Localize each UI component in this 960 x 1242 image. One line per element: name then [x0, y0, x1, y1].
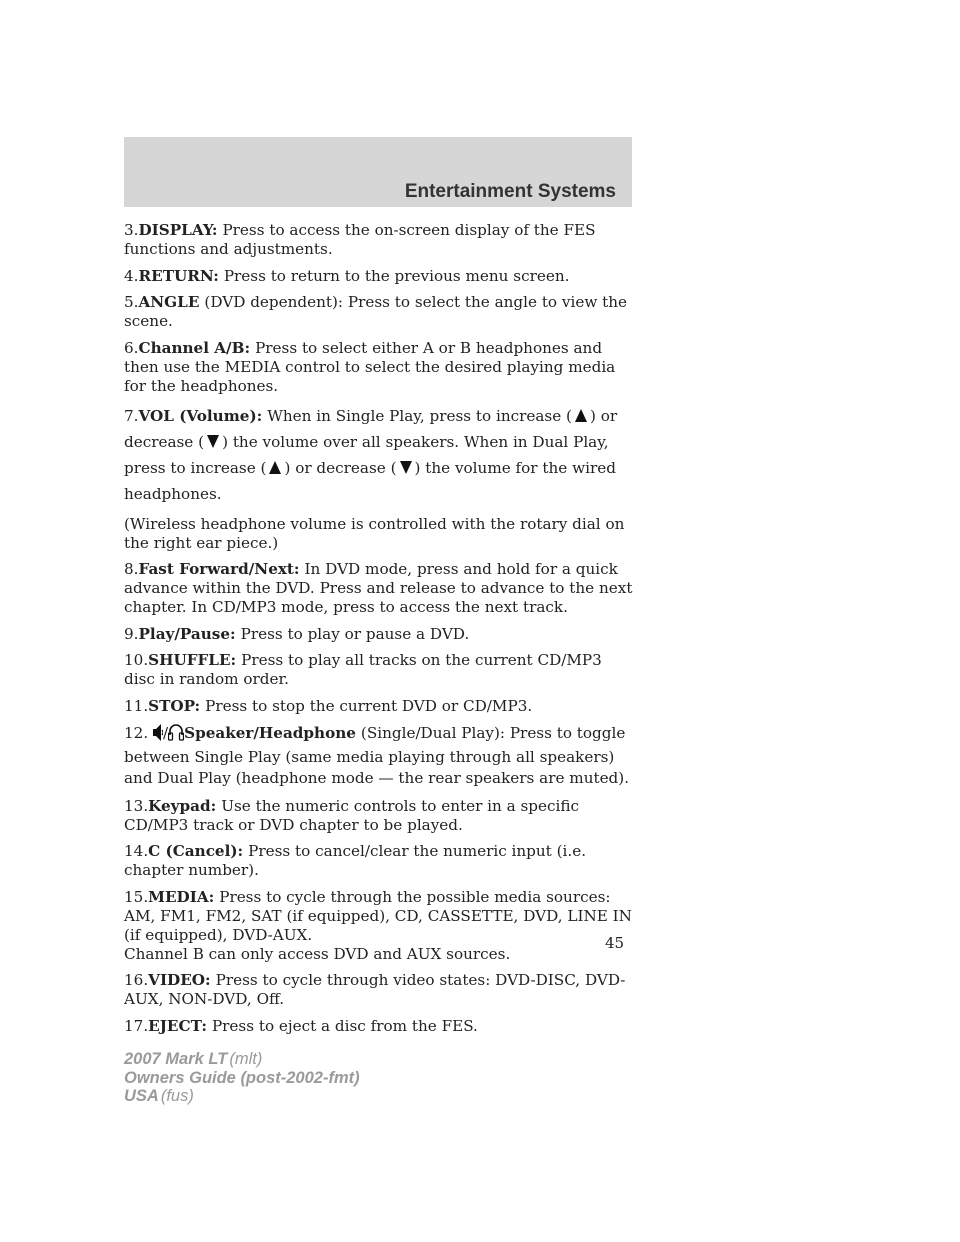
list-item: 13.Keypad: Use the numeric controls to enter in a specific CD/MP3 track or DVD chapter to be played.	[124, 796, 580, 834]
item-label: Keypad:	[148, 796, 217, 815]
list-item: 3.DISPLAY: Press to access the on-screen display of the FES functions and adjustments.	[124, 221, 596, 258]
item-label: Speaker/Headphone	[184, 724, 356, 742]
header-band	[124, 137, 632, 207]
list-item: 9.Play/Pause: Press to play or pause a DVD.	[124, 624, 470, 643]
footer: 2007 Mark LT (mlt) Owners Guide (post-2002-fmt) USA (fus)	[124, 1050, 360, 1105]
item-label: C (Cancel):	[148, 842, 244, 860]
headphone-icon	[168, 723, 184, 747]
item-label: RETURN:	[138, 266, 219, 285]
list-item: 7.VOL (Volume): When in Single Play, press to increase ( ) or decrease ( ) the volume over all speakers. When in Dual Play, press to increase ( ) or decrease ( ) the volume for the wired headphones.	[124, 407, 618, 503]
list-item: 11.STOP: Press to stop the current DVD or CD/MP3.	[124, 696, 533, 715]
list-item: 5.ANGLE (DVD dependent): Press to select the angle to view the scene.	[124, 293, 628, 330]
triangle-up-icon	[575, 409, 587, 422]
list-item: 14.C (Cancel): Press to cancel/clear the numeric input (i.e. chapter number).	[124, 842, 587, 879]
item-label: STOP:	[148, 696, 201, 715]
item-label: Channel A/B:	[138, 338, 251, 357]
item-label: DISPLAY:	[138, 221, 218, 239]
item-label: MEDIA:	[148, 887, 215, 906]
list-item: 6.Channel A/B: Press to select either A or B headphones and then use the MEDIA control to select the desired playing media for the headphones.	[124, 338, 616, 395]
list-item: 4.RETURN: Press to return to the previous menu screen.	[124, 266, 570, 285]
list-item: 16.VIDEO: Press to cycle through video states: DVD-DISC, DVD-AUX, NON-DVD, Off.	[124, 971, 626, 1008]
triangle-up-icon	[269, 461, 281, 474]
item-label: EJECT:	[148, 1016, 207, 1035]
content	[124, 221, 636, 1043]
list-item: 12. / Speaker/Headphone (Single/Dual Play): Press to toggle between Single Play (same media playing through all speakers) and Dual Play (headphone mode — the rear speakers are muted).	[124, 724, 630, 787]
triangle-down-icon	[207, 435, 219, 448]
list-item: (Wireless headphone volume is controlled with the rotary dial on the right ear piece.)	[124, 514, 625, 552]
section-title: Entertainment Systems	[404, 181, 616, 202]
item-label: ANGLE	[138, 293, 200, 311]
speaker-icon	[153, 724, 163, 747]
item-label: VOL (Volume):	[138, 407, 263, 425]
list-item: 10.SHUFFLE: Press to play all tracks on the current CD/MP3 disc in random order.	[124, 651, 602, 688]
item-label: SHUFFLE:	[148, 651, 237, 669]
list-item: 17.EJECT: Press to eject a disc from the FES.	[124, 1016, 478, 1035]
item-label: Fast Forward/Next:	[138, 560, 300, 578]
item-label: VIDEO:	[148, 971, 211, 989]
triangle-down-icon	[400, 461, 412, 474]
list-item: 8.Fast Forward/Next: In DVD mode, press and hold for a quick advance within the DVD. Press and release to advance to the next chapter. In CD/MP3 mode, press to access the next track.	[124, 560, 633, 616]
list-item: 15.MEDIA: Press to cycle through the possible media sources: AM, FM1, FM2, SAT (if equipped), CD, CASSETTE, DVD, LINE IN (if equipped), DVD-AUX. Channel B can only access DVD and AUX sources.	[124, 887, 632, 963]
page-number: 45	[605, 934, 625, 952]
item-label: Play/Pause:	[138, 624, 236, 643]
